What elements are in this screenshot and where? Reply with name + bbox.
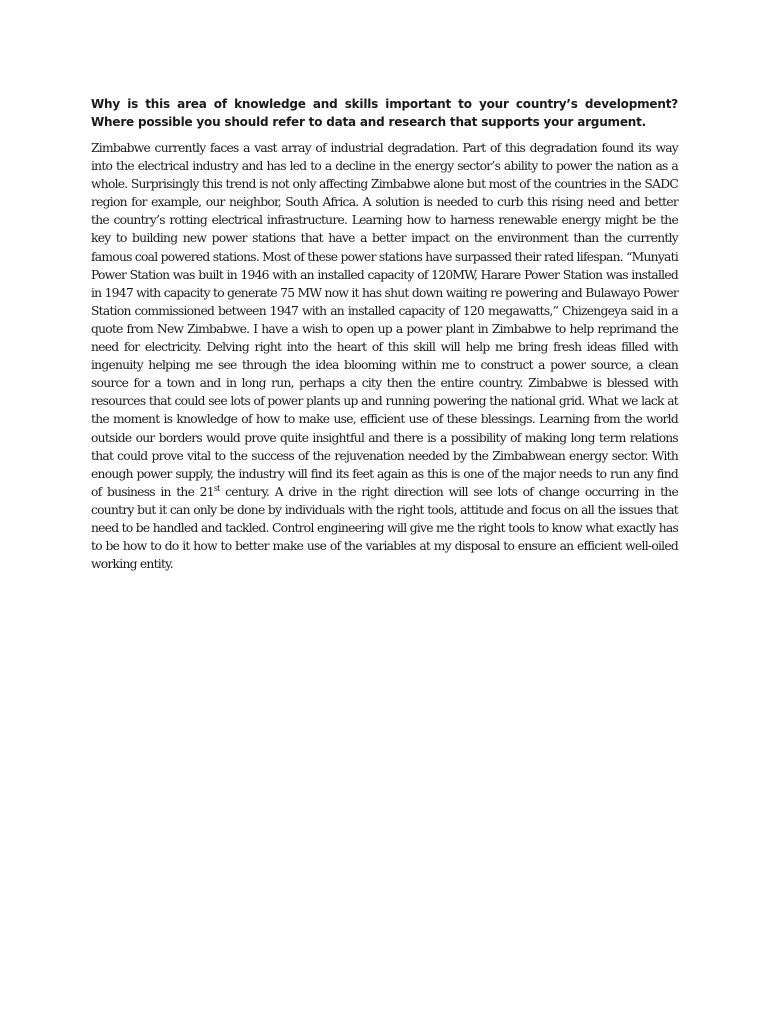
essay-text-part2: century. A drive in the right direction will see lots of change occurring in the country but it can only be done by individuals with the right tools, attitude and focus on all the issues that need to be handled and tackled. Control engineering will give me the right tools to know what exactly has to be how to do it how to better make use of the variables at my disposal to ensure an efficient well-oiled working entity. — [91, 484, 678, 572]
essay-text-part1: Zimbabwe currently faces a vast array of industrial degradation. Part of this degradation found its way into the electrical industry and has led to a decline in the energy sector’s ability to power the nation as a whole. Surprisingly this trend is not only affecting Zimbabwe alone but most of the countries in the SADC region for example, our neighbor, South Africa. A solution is needed to curb this rising need and better the country’s rotting electrical infrastructure. Learning how to harness renewable energy might be the key to building new power stations that have a better impact on the environment than the currently famous coal powered stations. Most of these power stations have surpassed their rated lifespan. “Munyati Power Station was built in 1946 with an installed capacity of 120MW, Harare Power Station was installed in 1947 with capacity to generate 75 MW now it has shut down waiting re powering and Bulawayo Power Station commissioned between 1947 with an installed capacity of 120 megawatts,” Chizengeya said in a quote from New Zimbabwe. I have a wish to open up a power plant in Zimbabwe to help reprimand the need for electricity. Delving right into the heart of this skill will help me bring fresh ideas filled with ingenuity helping me see through the idea blooming within me to construct a power source, a clean source for a town and in long run, perhaps a city then the entire country. Zimbabwe is blessed with resources that could see lots of power plants up and running powering the national grid. What we lack at the moment is knowledge of how to make use, efficient use of these blessings. Learning from the world outside our borders would prove quite insightful and there is a possibility of making long term relations that could prove vital to the success of the rejuvenation needed by the Zimbabwean energy sector. With enough power supply, the industry will find its feet again as this is one of the major needs to run any find of business in the 21 — [91, 141, 678, 499]
ordinal-superscript: st — [213, 483, 220, 493]
essay-paragraph — [91, 139, 678, 573]
question-heading: Why is this area of knowledge and skills important to your country’s development? Where possible you should refer to data and research that supports your argument. — [91, 97, 678, 129]
